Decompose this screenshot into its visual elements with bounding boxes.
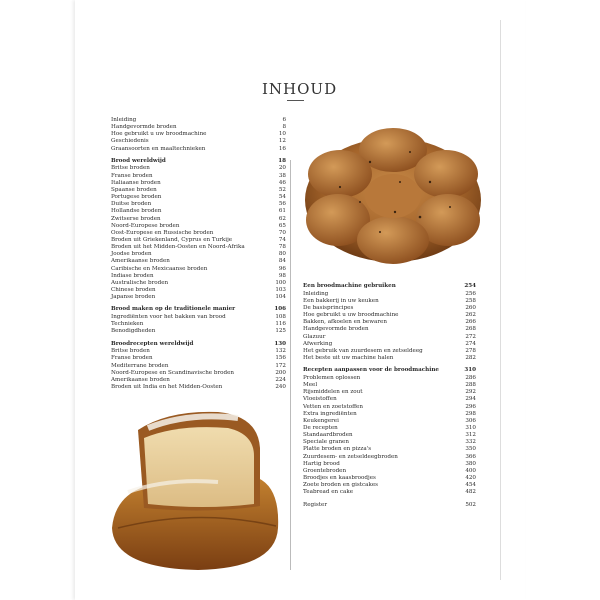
toc-page-number: 282 bbox=[465, 355, 476, 362]
toc-page-number: 286 bbox=[465, 374, 476, 381]
toc-entry bbox=[111, 223, 286, 230]
toc-entry-label: Het gebruik van zuurdesem en zetseldeeg bbox=[303, 347, 423, 354]
toc-entry-label: Speciale granen bbox=[303, 439, 349, 446]
toc-page-number: 306 bbox=[465, 417, 476, 424]
toc-entry-label: Hoe gebruikt u uw broodmachine bbox=[111, 131, 207, 138]
toc-entry-label: Hartig brood bbox=[303, 460, 340, 467]
toc-entry-label: Franse broden bbox=[111, 172, 153, 179]
toc-entry bbox=[111, 230, 286, 237]
toc-page-number: 350 bbox=[465, 446, 476, 453]
toc-page-number: 310 bbox=[464, 367, 476, 374]
toc-page-number: 332 bbox=[465, 439, 476, 446]
toc-page-number: 103 bbox=[275, 287, 286, 294]
toc-entry bbox=[303, 298, 476, 305]
toc-entry-label: Broden uit India en het Midden-Oosten bbox=[111, 383, 223, 390]
toc-entry-label: Caribische en Mexicaanse broden bbox=[111, 265, 208, 272]
toc-entry bbox=[303, 425, 476, 432]
toc-entry bbox=[303, 382, 476, 389]
toc-page-number: 108 bbox=[275, 314, 286, 321]
toc-page-number: 70 bbox=[278, 229, 286, 236]
toc-page-number: 240 bbox=[275, 383, 286, 390]
toc-entry-label: Problemen oplossen bbox=[303, 374, 361, 381]
toc-page-number: 260 bbox=[465, 304, 476, 311]
toc-entry-label: Britse broden bbox=[111, 165, 150, 172]
toc-page-number: 278 bbox=[465, 347, 476, 354]
column-divider bbox=[290, 160, 291, 570]
toc-page-number: 156 bbox=[275, 355, 286, 362]
toc-page-number: 61 bbox=[278, 208, 286, 215]
toc-page-number: 104 bbox=[275, 294, 286, 301]
toc-entry-label: Noord-Europese en Scandinavische broden bbox=[111, 369, 235, 376]
toc-page-number: 18 bbox=[278, 157, 286, 164]
toc-entry bbox=[303, 389, 476, 396]
toc-page-number: 310 bbox=[465, 424, 476, 431]
toc-page-number: 106 bbox=[274, 306, 286, 313]
toc-entry bbox=[111, 244, 286, 251]
toc-page-number: 6 bbox=[282, 117, 286, 123]
toc-entry bbox=[111, 321, 286, 328]
toc-page-number: 200 bbox=[275, 369, 286, 376]
toc-entry bbox=[303, 348, 476, 355]
toc-page-number: 400 bbox=[465, 467, 476, 474]
toc-entry-label: Een broodmachine gebruiken bbox=[303, 283, 396, 289]
toc-page-number: 84 bbox=[278, 258, 286, 265]
toc-entry-label: Recepten aanpassen voor de broodmachine bbox=[303, 367, 439, 374]
toc-entry bbox=[303, 291, 476, 298]
toc-entry bbox=[111, 237, 286, 244]
toc-entry bbox=[111, 124, 286, 131]
toc-entry-label: Geschiedenis bbox=[111, 138, 149, 145]
toc-entry bbox=[111, 216, 286, 223]
toc-page-number: 8 bbox=[282, 124, 286, 131]
toc-page-number: 292 bbox=[465, 389, 476, 396]
toc-entry bbox=[111, 138, 286, 145]
toc-entry-label: Hoe gebruikt u uw broodmachine bbox=[303, 312, 399, 319]
toc-page-number: 482 bbox=[465, 489, 476, 496]
toc-page-number: 254 bbox=[464, 283, 476, 289]
toc-entry bbox=[303, 355, 476, 362]
toc-entry-label: Indiase broden bbox=[111, 272, 154, 279]
toc-entry bbox=[303, 502, 476, 509]
toc-entry bbox=[303, 439, 476, 446]
toc-page-number: 56 bbox=[278, 201, 286, 208]
toc-entry-label: Britse broden bbox=[111, 348, 150, 355]
toc-entry bbox=[303, 411, 476, 418]
page-title: INHOUD bbox=[262, 80, 338, 98]
toc-entry bbox=[111, 377, 286, 384]
toc-section bbox=[111, 117, 286, 153]
toc-page-number: 266 bbox=[465, 319, 476, 326]
toc-right-column bbox=[303, 283, 476, 514]
toc-entry-label: Duitse broden bbox=[111, 201, 152, 208]
toc-page-number: 74 bbox=[278, 237, 286, 243]
toc-page-number: 54 bbox=[278, 194, 286, 201]
toc-entry bbox=[111, 273, 286, 280]
toc-entry-label: Italiaanse broden bbox=[111, 179, 161, 186]
toc-page-number: 274 bbox=[465, 340, 476, 347]
toc-entry-label: Portugese broden bbox=[111, 194, 162, 201]
toc-page-number: 258 bbox=[465, 297, 476, 304]
toc-entry bbox=[111, 266, 286, 273]
toc-entry bbox=[111, 208, 286, 215]
toc-entry-label: Broodjes en kaasbroodjes bbox=[303, 475, 376, 482]
toc-entry-label: Amerikaanse broden bbox=[111, 376, 170, 383]
toc-entry-label: Hollandse broden bbox=[111, 208, 162, 215]
toc-entry bbox=[111, 194, 286, 201]
toc-entry-label: Franse broden bbox=[111, 355, 153, 362]
toc-section-heading bbox=[111, 341, 286, 348]
toc-entry-label: Inleiding bbox=[111, 117, 137, 123]
toc-section bbox=[111, 341, 286, 392]
toc-entry bbox=[111, 384, 286, 391]
toc-page-number: 130 bbox=[274, 340, 286, 347]
toc-entry-label: Brood maken op de traditionele manier bbox=[111, 306, 236, 313]
toc-entry-label: Handgevormde broden bbox=[303, 326, 369, 333]
toc-entry-label: Oost-Europese en Russische broden bbox=[111, 229, 214, 236]
toc-page-number: 38 bbox=[278, 172, 286, 179]
toc-page-number: 100 bbox=[275, 279, 286, 286]
toc-page-number: 268 bbox=[465, 326, 476, 333]
toc-entry bbox=[111, 146, 286, 153]
toc-entry-label: Handgevormde broden bbox=[111, 124, 177, 131]
toc-page-number: 78 bbox=[278, 244, 286, 251]
round-bread-photo bbox=[300, 122, 486, 268]
toc-entry bbox=[303, 404, 476, 411]
toc-entry-label: De recepten bbox=[303, 424, 338, 431]
toc-page-number: 262 bbox=[465, 312, 476, 319]
toc-entry bbox=[303, 375, 476, 382]
toc-entry-label: Keukengerei bbox=[303, 417, 339, 424]
toc-entry bbox=[303, 482, 476, 489]
toc-entry bbox=[303, 489, 476, 496]
toc-entry bbox=[111, 314, 286, 321]
toc-section bbox=[303, 502, 476, 509]
toc-page-number: 132 bbox=[275, 348, 286, 355]
toc-page-number: 224 bbox=[275, 376, 286, 383]
toc-entry bbox=[111, 363, 286, 370]
toc-entry-label: Teabread en cake bbox=[303, 489, 354, 496]
toc-entry bbox=[303, 396, 476, 403]
toc-entry-label: Broden uit het Midden-Oosten en Noord-Afrika bbox=[111, 244, 245, 251]
toc-entry-label: Technieken bbox=[111, 321, 144, 328]
page-edge-rule bbox=[500, 20, 501, 580]
toc-entry bbox=[303, 454, 476, 461]
toc-page-number: 16 bbox=[278, 145, 286, 152]
toc-entry bbox=[111, 187, 286, 194]
toc-entry-label: Broden uit Griekenland, Cyprus en Turkije bbox=[111, 237, 233, 243]
toc-section bbox=[111, 306, 286, 335]
toc-entry-label: Mediterrane broden bbox=[111, 362, 169, 369]
toc-page-number: 298 bbox=[465, 410, 476, 417]
toc-entry-label: Joodse broden bbox=[111, 251, 152, 258]
toc-entry bbox=[303, 326, 476, 333]
toc-entry-label: Afwerking bbox=[303, 340, 333, 347]
toc-page-number: 272 bbox=[465, 333, 476, 340]
toc-left-column bbox=[111, 117, 286, 396]
toc-page-number: 20 bbox=[278, 165, 286, 172]
toc-entry-label: Platte broden en pizza's bbox=[303, 446, 372, 453]
toc-section-heading bbox=[303, 367, 476, 374]
toc-entry bbox=[111, 173, 286, 180]
toc-entry bbox=[303, 334, 476, 341]
toc-entry-label: Het beste uit uw machine halen bbox=[303, 355, 394, 362]
toc-entry-label: Glazuur bbox=[303, 333, 326, 340]
toc-page-number: 296 bbox=[465, 403, 476, 410]
toc-page-number: 52 bbox=[278, 186, 286, 193]
toc-entry bbox=[303, 468, 476, 475]
toc-entry bbox=[303, 461, 476, 468]
toc-page-number: 98 bbox=[278, 272, 286, 279]
toc-entry bbox=[303, 312, 476, 319]
toc-entry bbox=[111, 370, 286, 377]
toc-page-number: 256 bbox=[465, 290, 476, 297]
toc-entry-label: Standaardbroden bbox=[303, 432, 353, 439]
toc-entry bbox=[303, 305, 476, 312]
toc-page-number: 502 bbox=[465, 501, 476, 508]
toc-entry-label: Noord-Europese broden bbox=[111, 222, 180, 229]
toc-entry bbox=[111, 294, 286, 301]
toc-entry bbox=[303, 341, 476, 348]
toc-entry-label: Zoete broden en gistcakes bbox=[303, 482, 379, 489]
toc-entry bbox=[303, 432, 476, 439]
toc-entry bbox=[111, 355, 286, 362]
toc-entry-label: Graansoorten en maaltechnieken bbox=[111, 145, 206, 152]
toc-entry-label: Zwitserse broden bbox=[111, 215, 161, 222]
toc-entry-label: Chinese broden bbox=[111, 287, 156, 294]
toc-entry-label: Spaanse broden bbox=[111, 186, 157, 193]
toc-entry-label: Australische broden bbox=[111, 279, 169, 286]
toc-page-number: 380 bbox=[465, 460, 476, 467]
toc-page-number: 172 bbox=[275, 362, 286, 369]
toc-page-number: 116 bbox=[275, 321, 286, 328]
toc-entry-label: Brood wereldwijd bbox=[111, 157, 166, 164]
toc-section bbox=[303, 283, 476, 362]
toc-section bbox=[303, 367, 476, 496]
toc-page-number: 80 bbox=[278, 251, 286, 258]
toc-entry bbox=[111, 287, 286, 294]
toc-entry bbox=[111, 348, 286, 355]
toc-page-number: 125 bbox=[275, 328, 286, 335]
toc-entry-label: Broodrecepten wereldwijd bbox=[111, 340, 194, 347]
toc-entry bbox=[111, 131, 286, 138]
toc-entry bbox=[111, 280, 286, 287]
toc-entry-label: Rijsmiddelen en zout bbox=[303, 389, 363, 396]
toc-entry-label: Bakken, afkoelen en bewaren bbox=[303, 319, 387, 326]
toc-entry bbox=[111, 117, 286, 124]
toc-page-number: 65 bbox=[278, 222, 286, 229]
toc-entry-label: Japanse broden bbox=[111, 294, 156, 301]
toc-entry bbox=[303, 446, 476, 453]
toc-page-number: 12 bbox=[278, 138, 286, 145]
toc-page-number: 10 bbox=[278, 131, 286, 138]
toc-section bbox=[111, 158, 286, 302]
toc-entry bbox=[303, 475, 476, 482]
toc-entry-label: Benodigdheden bbox=[111, 328, 156, 335]
toc-entry-label: Groentebroden bbox=[303, 467, 347, 474]
toc-entry-label: Meel bbox=[303, 382, 318, 389]
toc-entry-label: De basisprincipes bbox=[303, 304, 354, 311]
toc-entry-label: Vloeistoffen bbox=[303, 396, 337, 403]
toc-entry-label: Inleiding bbox=[303, 290, 329, 297]
toc-page-number: 294 bbox=[465, 396, 476, 403]
sliced-bread-photo bbox=[108, 408, 282, 574]
toc-entry bbox=[111, 258, 286, 265]
toc-entry-label: Register bbox=[303, 501, 327, 508]
toc-page-number: 46 bbox=[278, 179, 286, 186]
toc-entry bbox=[111, 180, 286, 187]
toc-entry-label: Vetten en zoetstoffen bbox=[303, 403, 363, 410]
toc-section-heading bbox=[303, 283, 476, 290]
toc-page-number: 454 bbox=[465, 482, 476, 489]
toc-entry bbox=[303, 418, 476, 425]
toc-page-number: 366 bbox=[465, 453, 476, 460]
toc-section-heading bbox=[111, 158, 286, 165]
toc-entry-label: Zuurdesem- en zetseldeegbroden bbox=[303, 453, 398, 460]
toc-page-number: 420 bbox=[465, 475, 476, 482]
toc-page-number: 312 bbox=[465, 432, 476, 439]
toc-entry bbox=[111, 165, 286, 172]
toc-entry-label: Ingrediënten voor het bakken van brood bbox=[111, 314, 226, 321]
toc-entry bbox=[303, 319, 476, 326]
toc-page-number: 288 bbox=[465, 382, 476, 389]
toc-entry bbox=[111, 328, 286, 335]
title-underline bbox=[287, 100, 304, 101]
toc-section-heading bbox=[111, 306, 286, 313]
toc-entry bbox=[111, 201, 286, 208]
toc-page-number: 62 bbox=[278, 215, 286, 222]
toc-entry bbox=[111, 251, 286, 258]
toc-entry-label: Amerikaanse broden bbox=[111, 258, 170, 265]
toc-entry-label: Een bakkerij in uw keuken bbox=[303, 297, 379, 304]
toc-page-number: 96 bbox=[278, 265, 286, 272]
toc-entry-label: Extra ingrediënten bbox=[303, 410, 357, 417]
